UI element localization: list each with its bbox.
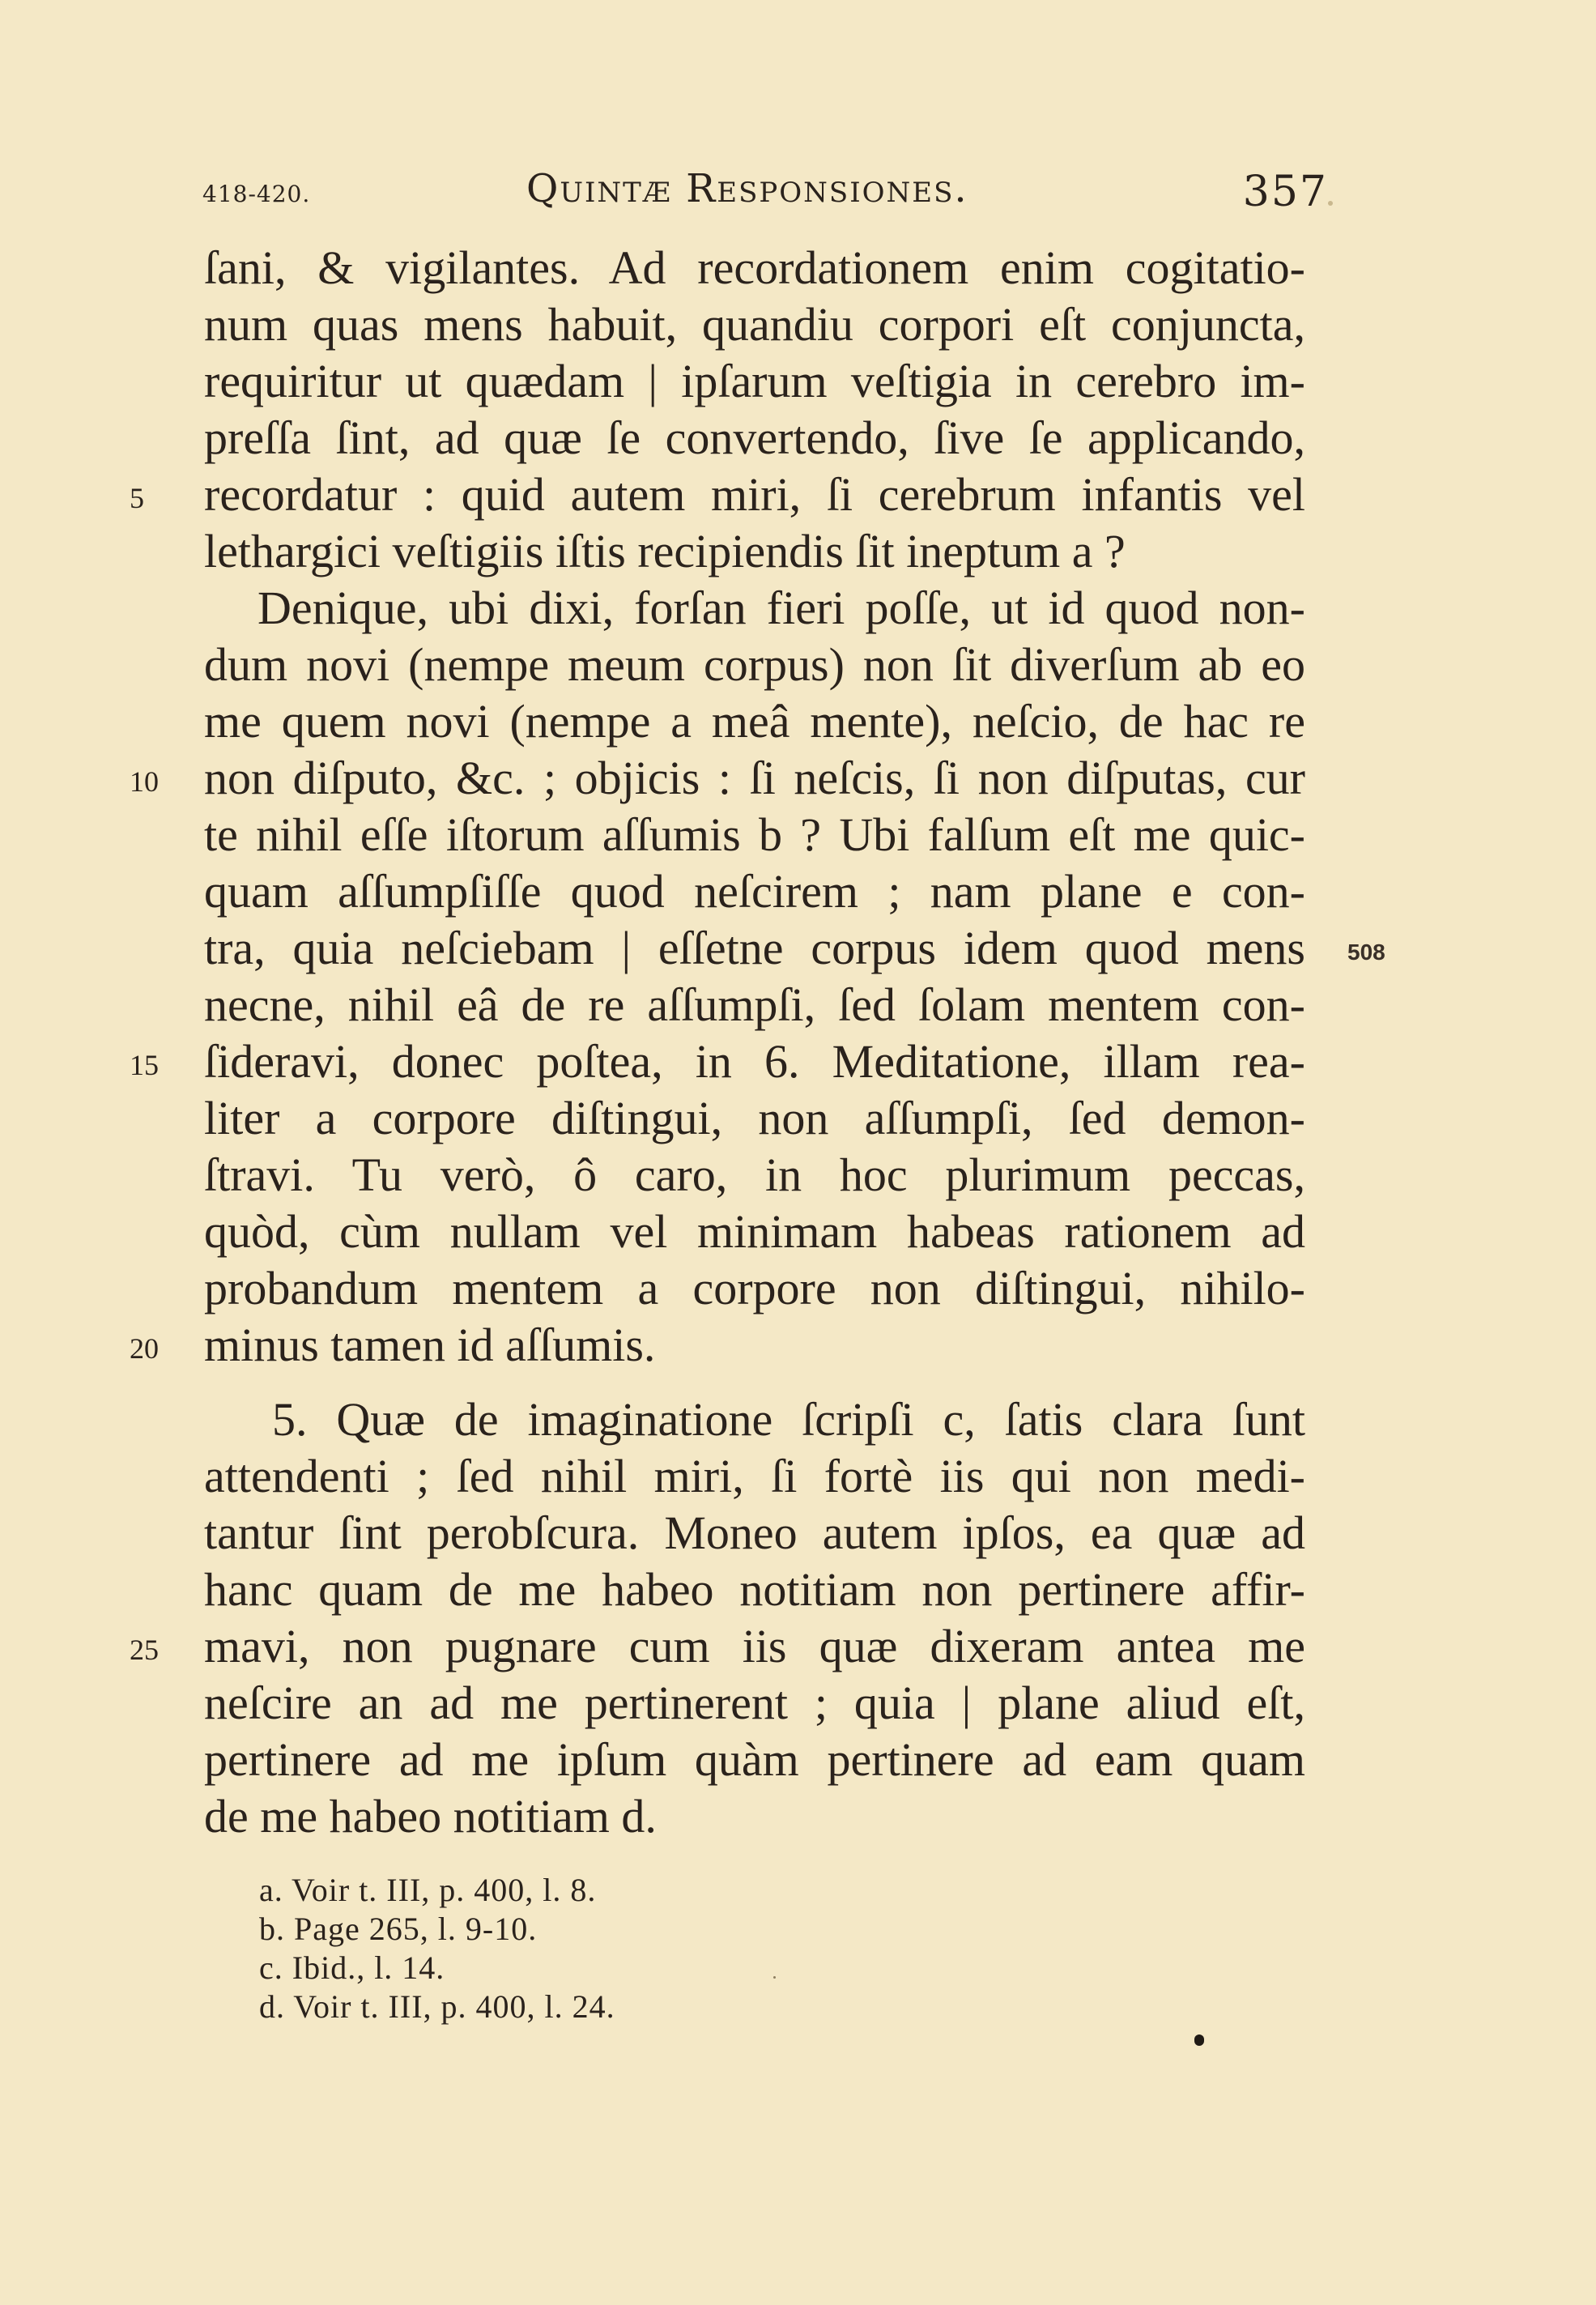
text-line: probandum mentem a corpore non diſtingui, nihilo- [204, 1262, 1305, 1314]
line-number: 15 [130, 1049, 159, 1081]
page-speck [773, 1976, 776, 1979]
text-line: ſani, & vigilantes. Ad recordationem enim cogitatio- [204, 241, 1305, 294]
line-number: 25 [130, 1634, 159, 1666]
footnote: c. Ibid., l. 14. [259, 1949, 445, 1986]
ink-blot [1194, 2034, 1204, 2046]
line-number: 20 [130, 1332, 159, 1365]
text-line: 5. Quæ de imaginatione ſcripſi c, ſatis clara ſunt [272, 1393, 1305, 1446]
text-line: neſcire an ad me pertinerent ; quia | plane aliud eſt, [204, 1677, 1305, 1729]
text-line: necne, nihil eâ de re aſſumpſi, ſed ſolam mentem con- [204, 978, 1305, 1031]
text-line: liter a corpore diſtingui, non aſſumpſi, ſed demon- [204, 1092, 1305, 1144]
text-line: dum novi (nempe meum corpus) non ſit diverſum ab eo [204, 638, 1305, 691]
running-title: Quintæ Responsiones. [526, 166, 968, 211]
text-line: requiritur ut quædam | ipſarum veſtigia in cerebro im- [204, 355, 1305, 407]
footnote: a. Voir t. III, p. 400, l. 8. [259, 1872, 597, 1908]
text-line: recordatur : quid autem miri, ſi cerebrum infantis vel [204, 468, 1305, 521]
text-line: tra, quia neſciebam | eſſetne corpus idem quod mens [204, 922, 1305, 974]
page-number: 357 [1242, 168, 1328, 216]
running-head [202, 166, 1328, 215]
page-range: 418-420. [202, 181, 311, 207]
text-line: pertinere ad me ipſum quàm pertinere ad eam quam [204, 1733, 1305, 1786]
line-number: 5 [130, 482, 144, 514]
text-line: preſſa ſint, ad quæ ſe convertendo, ſive ſe applicando, [204, 411, 1305, 464]
text-line: hanc quam de me habeo notitiam non pertinere affir- [204, 1563, 1305, 1616]
text-line: te nihil eſſe iſtorum aſſumis b ? Ubi falſum eſt me quic- [204, 808, 1305, 861]
text-line: mavi, non pugnare cum iis quæ dixeram antea me [204, 1620, 1305, 1672]
text-line: ſideravi, donec poſtea, in 6. Meditatione, illam rea- [204, 1035, 1305, 1088]
text-line: lethargici veſtigiis iſtis recipiendis ſit ineptum a ? [204, 525, 1126, 577]
text-line: de me habeo notitiam d. [204, 1790, 657, 1843]
text-line: ſtravi. Tu verò, ô caro, in hoc plurimum peccas, [204, 1148, 1305, 1201]
footnote: d. Voir t. III, p. 400, l. 24. [259, 1988, 615, 2025]
page-speck [1328, 201, 1333, 206]
footnote: b. Page 265, l. 9-10. [259, 1911, 538, 1947]
text-line: num quas mens habuit, quandiu corpori eſt conjuncta, [204, 298, 1305, 351]
margin-page-reference: 508 [1347, 939, 1385, 965]
line-number: 10 [130, 765, 159, 798]
text-line: minus tamen id aſſumis. [204, 1319, 656, 1371]
text-line: attendenti ; ſed nihil miri, ſi fortè iis qui non medi- [204, 1450, 1305, 1502]
text-line: tantur ſint perobſcura. Moneo autem ipſos, ea quæ ad [204, 1506, 1305, 1559]
text-line: me quem novi (nempe a meâ mente), neſcio, de hac re [204, 695, 1305, 748]
text-line: quam aſſumpſiſſe quod neſcirem ; nam plane e con- [204, 865, 1305, 918]
text-line: quòd, cùm nullam vel minimam habeas rationem ad [204, 1205, 1305, 1258]
text-line: Denique, ubi dixi, forſan fieri poſſe, ut id quod non- [257, 582, 1305, 634]
text-line: non diſputo, &c. ; objicis : ſi neſcis, ſi non diſputas, cur [204, 752, 1305, 804]
